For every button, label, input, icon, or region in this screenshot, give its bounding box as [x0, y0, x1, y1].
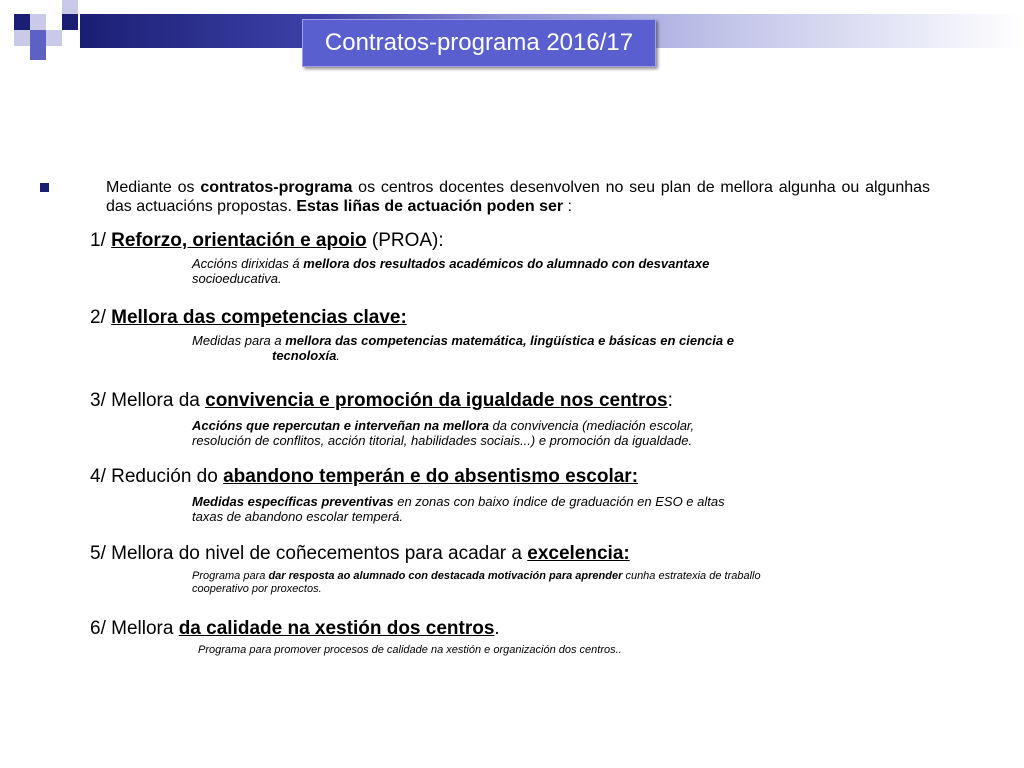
square-bullet-icon — [40, 183, 49, 192]
line-1-description: Accións dirixidas á mellora dos resultados académicos do alumnado con desvantaxe socioeducativa. — [192, 256, 710, 286]
line-2-description: Medidas para a mellora das competencias matemática, lingüística e básicas en ciencia e tecnoloxía. — [192, 333, 734, 363]
line-4-description: Medidas específicas preventivas en zonas con baixo índice de graduación en ESO e altas taxas de abandono escolar temperá. — [192, 494, 725, 524]
line-5-heading: 5/ Mellora do nivel de coñecementos para acadar a excelencia: — [90, 543, 630, 564]
intro-paragraph: Mediante os contratos-programa os centros docentes desenvolven no seu plan de mellora algunha ou algunhas das actuacións propostas. Estas liñas de actuación poden ser : — [106, 179, 931, 215]
line-4-heading: 4/ Redución do abandono temperán e do absentismo escolar: — [90, 466, 639, 487]
line-2-heading: 2/ Mellora das competencias clave: — [90, 307, 407, 328]
line-6-heading: 6/ Mellora da calidade na xestión dos centros. — [90, 618, 500, 639]
slide-title: Contratos-programa 2016/17 — [302, 19, 656, 67]
line-3-heading: 3/ Mellora da convivencia e promoción da igualdade nos centros: — [90, 390, 673, 411]
line-1-heading: 1/ Reforzo, orientación e apoio (PROA): — [90, 230, 444, 251]
line-3-description: Accións que repercutan e interveñan na mellora da convivencia (mediación escolar, resolución de conflitos, acción titorial, habilidades sociais...) e promoción da igualdade. — [192, 418, 695, 448]
line-6-description: Programa para promover procesos de calidade na xestión e organización dos centros.. — [198, 644, 622, 656]
line-5-description: Programa para dar resposta ao alumnado con destacada motivación para aprender cunha estratexia de traballo cooperativo por proxectos. — [192, 570, 761, 595]
